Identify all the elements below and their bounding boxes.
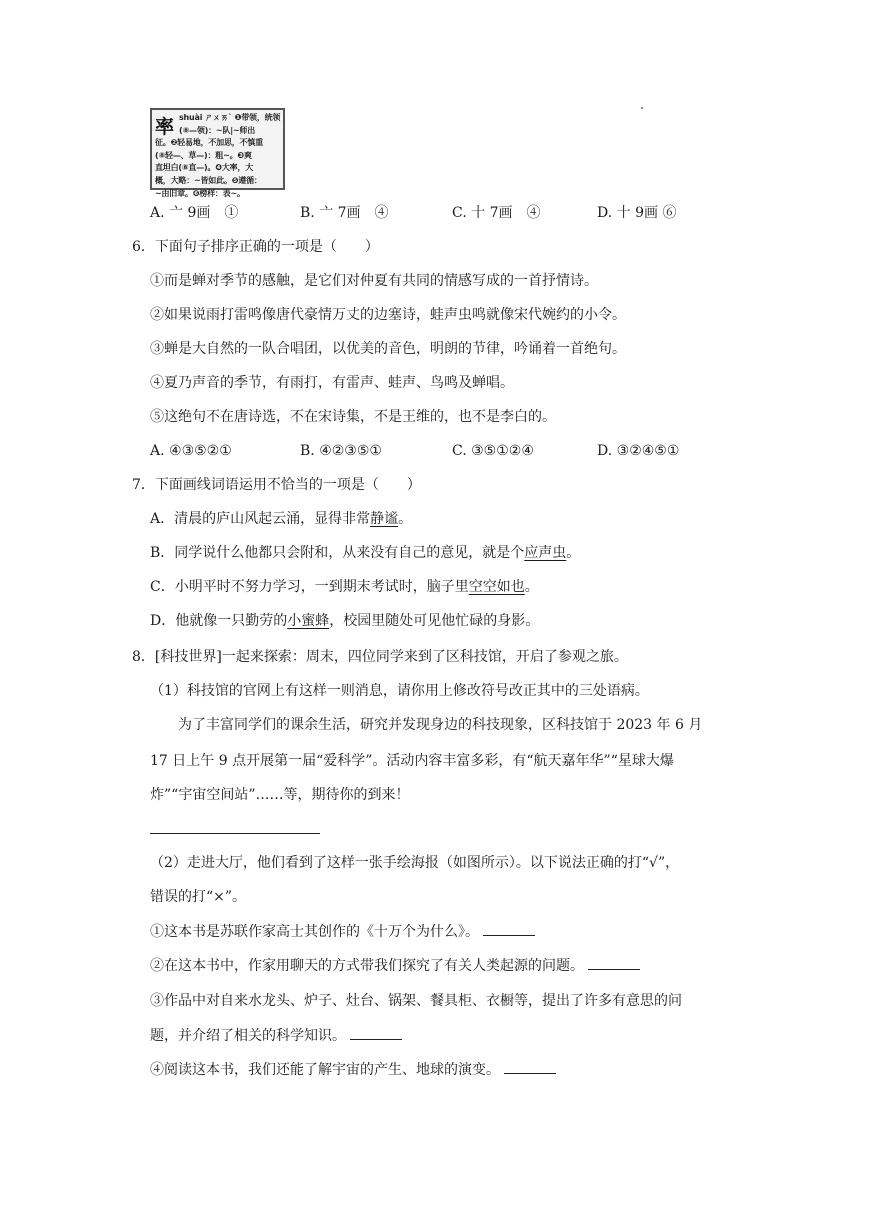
dict-line: ~由旧章。❻榜样：表~。 (155, 188, 245, 198)
q8-part1-stem: （1）科技馆的官网上有这样一则消息，请你用上修改符号改正其中的三处语病。 (150, 683, 649, 699)
q6-sentence: ①而是蝉对季节的感触，是它们对仲夏有共同的情感写成的一首抒情诗。 (150, 273, 598, 289)
answer-blank[interactable] (483, 921, 535, 936)
q6-option-a: A. ④③⑤②① (150, 443, 232, 459)
q8-stem: 8．[科技世界]一起来探索：周末，四位同学来到了区科技馆，开启了参观之旅。 (132, 649, 628, 665)
q7-option-b: B．同学说什么他都只会附和，从来没有自己的意见，就是个应声虫。 (150, 545, 581, 561)
answer-line[interactable] (150, 833, 320, 834)
q7-option-d: D．他就像一只勤劳的小蜜蜂，校园里随处可见他忙碌的身影。 (150, 613, 540, 629)
answer-blank[interactable] (504, 1059, 556, 1074)
answer-blank[interactable] (588, 955, 640, 970)
q6-option-b: B. ④②③⑤① (300, 443, 382, 459)
q7-option-a: A．清晨的庐山风起云涌，显得非常静谧。 (150, 511, 413, 527)
q6-sentence: ④夏乃声音的季节，有雨打，有雷声、蛙声、鸟鸣及蝉唱。 (150, 375, 514, 391)
underlined-word: 应声虫 (524, 545, 567, 561)
q8-statement-2: ②在这本书中，作家用聊天的方式带我们探究了有关人类起源的问题。 (150, 955, 640, 976)
q8-passage-line: 17 日上午 9 点开展第一届“爱科学”。活动内容丰富多彩，有“航天嘉年华”“星球大爆 (150, 753, 674, 769)
q8-statement-3: ③作品中对自来水龙头、炉子、灶台、锅架、餐具柜、衣橱等，提出了许多有意思的问 (150, 993, 682, 1009)
dict-line: (⑧轻—、草—)：粗~。❸爽 (155, 150, 252, 160)
q5-option-d: D. 十 9画 ⑥ (597, 205, 677, 221)
dict-line: 征。❷轻易地，不加思，不慎重 (155, 138, 263, 148)
dict-line: 直坦白(⑧直—)。❹大率，大 (155, 163, 254, 173)
underlined-word: 静谧 (370, 511, 399, 527)
underlined-word: 空空如也 (468, 579, 525, 595)
stray-dot (641, 107, 643, 109)
q8-passage-line: 炸”“宇宙空间站”……等，期待你的到来！ (150, 787, 410, 803)
q6-option-d: D. ③②④⑤① (597, 443, 680, 459)
underlined-word: 小蜜蜂 (287, 613, 330, 629)
answer-blank[interactable] (350, 1025, 402, 1040)
dictionary-entry-image (150, 108, 285, 198)
q6-sentence: ②如果说雨打雷鸣像唐代豪情万丈的边塞诗，蛙声虫鸣就像宋代婉约的小令。 (150, 307, 626, 323)
q8-passage-line: 为了丰富同学们的课余生活，研究并发现身边的科技现象，区科技馆于 2023 年 6 月 (178, 717, 703, 733)
dict-line: (⑧—领)：~队|~师出 (179, 125, 256, 135)
dict-line: shuài ㄕㄨㄞˋ ❶带领，统领 (179, 113, 281, 122)
q5-option-c: C. 十 7画 ④ (452, 205, 541, 221)
q7-option-c: C．小明平时不努力学习，一到期末考试时，脑子里空空如也。 (150, 579, 539, 595)
q8-part2-stem: （2）走进大厅，他们看到了这样一张手绘海报（如图所示）。以下说法正确的打“√”， (150, 855, 680, 871)
q6-sentence: ③蝉是大自然的一队合唱团，以优美的音色，明朗的节律，吟诵着一首绝句。 (150, 341, 626, 357)
q7-stem: 7．下面画线词语运用不恰当的一项是（ ） (132, 477, 421, 493)
q6-option-c: C. ③⑤①②④ (452, 443, 534, 459)
q6-stem: 6．下面句子排序正确的一项是（ ） (132, 239, 379, 255)
q8-statement-1: ①这本书是苏联作家高士其创作的《十万个为什么》。 (150, 921, 535, 942)
q8-part2-stem-cont: 错误的打“×”。 (150, 889, 247, 905)
dict-headword: 率 (155, 116, 175, 138)
q8-statement-3-cont: 题，并介绍了相关的科学知识。 (150, 1025, 402, 1046)
q6-sentence: ⑤这绝句不在唐诗选，不在宋诗集，不是王维的，也不是李白的。 (150, 409, 556, 425)
dict-definition (155, 112, 283, 200)
q5-option-b: B. 亠 7画 ④ (300, 205, 389, 221)
q5-option-a: A. 亠 9画 ① (150, 205, 239, 221)
dict-line: 概，大略：~皆如此。❺遵循： (155, 175, 262, 185)
q8-statement-4: ④阅读这本书，我们还能了解宇宙的产生、地球的演变。 (150, 1059, 556, 1080)
